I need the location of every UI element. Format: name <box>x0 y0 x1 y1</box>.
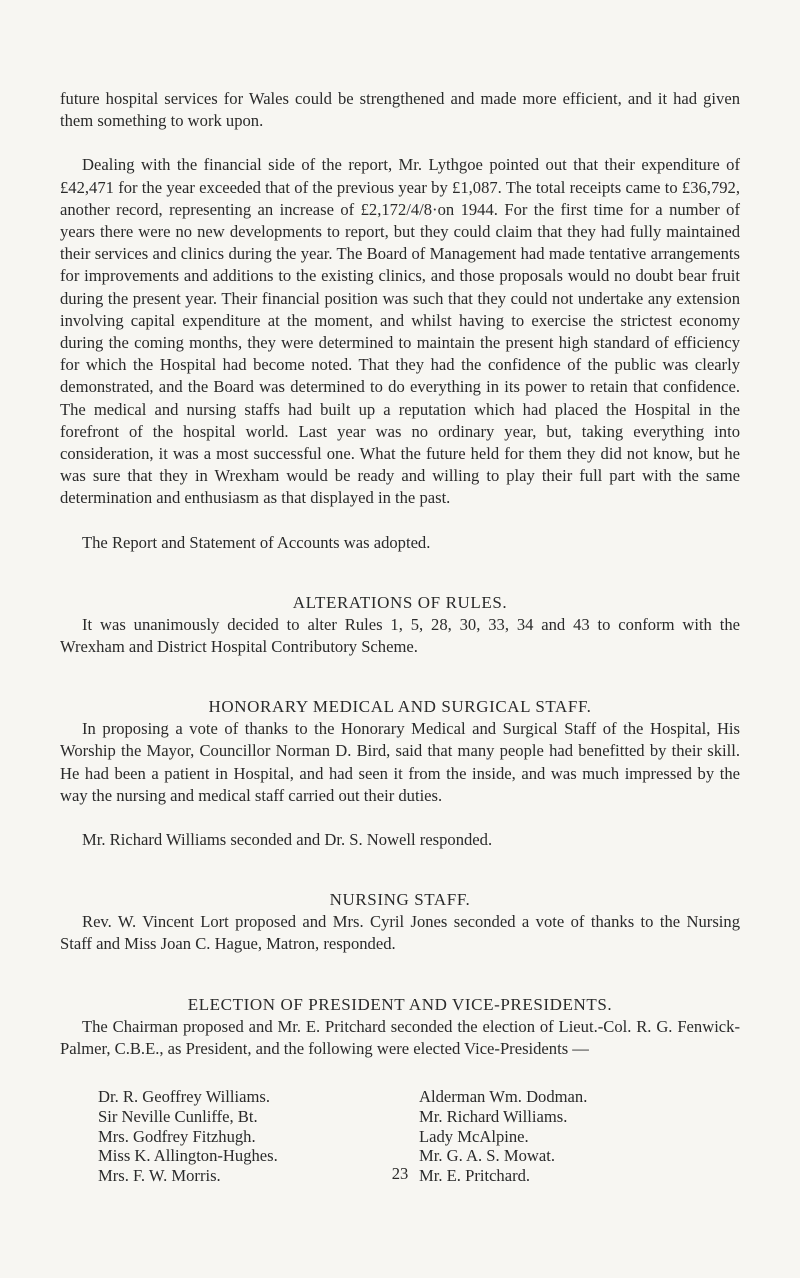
list-item: Lady McAlpine. <box>419 1126 529 1146</box>
list-item: Sir Neville Cunliffe, Bt. <box>98 1106 258 1126</box>
list-item: Mrs. Godfrey Fitzhugh. <box>98 1126 256 1146</box>
paragraph-nursing-staff: Rev. W. Vincent Lort proposed and Mrs. Cyril Jones seconded a vote of thanks to the Nursing Staff and Miss Joan C. Hague, Matron, responded. <box>60 912 740 954</box>
list-item: Mr. Richard Williams. <box>419 1106 568 1126</box>
heading-honorary-staff: HONORARY MEDICAL AND SURGICAL STAFF. <box>208 697 592 717</box>
paragraph-adopted: The Report and Statement of Accounts was adopted. <box>82 532 431 552</box>
list-item: Mrs. F. W. Morris. <box>98 1166 221 1186</box>
paragraph-financial: Dealing with the financial side of the report, Mr. Lythgoe pointed out that their expenditure of £42,471 for the year exceeded that of the previous year by £1,087. The total receipts came to £36,792, another record, representing an increase of £2,172/4/8·on 1944. For the first time for a number of years there were no new developments to report, but they could claim that they had fully maintained their services and clinics during the year. The Board of Management had made tentative arrangements for improvements and additions to the existing clinics, and those proposals would no doubt bear fruit during the present year. Their financial position was such that they could not undertake any extension involving capital expenditure at the moment, and whilst having to exercise the strictest economy during the coming months, they were determined to maintain the present high standard of efficiency for which the Hospital had become noted. That they had the confidence of the public was clearly demonstrated, and the Board was determined to do everything in its power to retain that confidence. The medical and nursing staffs had built up a reputation which had placed the Hospital in the forefront of the hospital world. Last year was no ordinary year, but, taking everything into consideration, it was a most successful one. What the future held for them they did not know, but he was sure that they in Wrexham would be ready and willing to play their full part with the same determination and enthusiasm as that displayed in the past. <box>60 155 740 508</box>
page-number: 23 <box>391 1164 409 1183</box>
list-item: Mr. E. Pritchard. <box>419 1166 531 1186</box>
paragraph-honorary-staff: In proposing a vote of thanks to the Honorary Medical and Surgical Staff of the Hospital, His Worship the Mayor, Councillor Norman D. Bird, said that many people had benefitted by their skill. He had been a patient in Hospital, and had seen it from the inside, and was much impressed by the way the nursing and medical staff carried out their duties. <box>60 719 740 805</box>
list-item: Miss K. Allington-Hughes. <box>98 1146 278 1166</box>
paragraph-continued: future hospital services for Wales could be strengthened and made more efficient, and it had given them something to work upon. <box>60 89 740 131</box>
list-item: Mr. G. A. S. Mowat. <box>419 1146 555 1166</box>
paragraph-honorary-seconded: Mr. Richard Williams seconded and Dr. S. Nowell responded. <box>82 830 493 850</box>
heading-election: ELECTION OF PRESIDENT AND VICE-PRESIDENTS. <box>187 994 613 1014</box>
paragraph-election: The Chairman proposed and Mr. E. Pritchard seconded the election of Lieut.-Col. R. G. Fenwick-Palmer, C.B.E., as President, and the following were elected Vice-Presidents — <box>60 1016 740 1058</box>
page-body <box>60 88 740 1186</box>
paragraph-alterations: It was unanimously decided to alter Rules 1, 5, 28, 30, 33, 34 and 43 to conform with the Wrexham and District Hospital Contributory Scheme. <box>60 614 740 657</box>
list-item: Alderman Wm. Dodman. <box>419 1087 588 1107</box>
list-item: Dr. R. Geoffrey Williams. <box>98 1087 271 1107</box>
heading-alterations: ALTERATIONS OF RULES. <box>292 592 508 612</box>
heading-nursing-staff: NURSING STAFF. <box>329 890 471 910</box>
